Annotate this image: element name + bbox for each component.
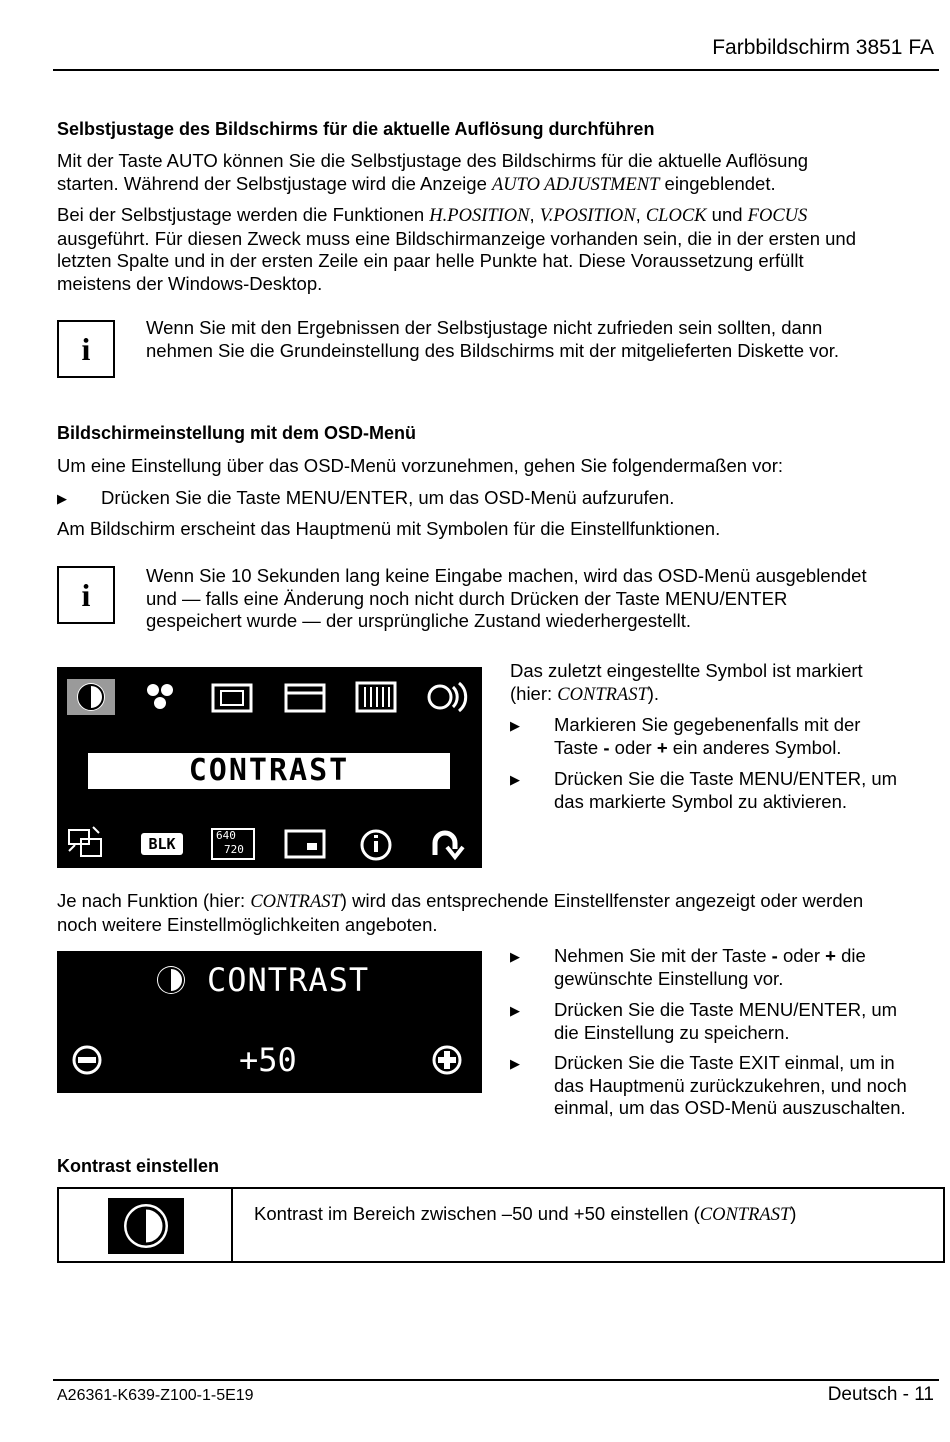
text-span: oder <box>609 736 657 758</box>
text-span: , <box>529 204 540 225</box>
osd-selected-function-label: CONTRAST <box>88 753 450 789</box>
degauss-icon <box>429 683 466 711</box>
contrast-icon <box>67 679 115 715</box>
text-span: Bei der Selbstjustage werden die Funktionen <box>57 204 430 225</box>
section-heading-kontrast: Kontrast einstellen <box>57 1156 220 1176</box>
header-rule <box>53 69 939 71</box>
text-line <box>57 204 937 228</box>
term-contrast: CONTRAST <box>557 684 648 705</box>
text-line <box>57 890 937 914</box>
function-paragraph <box>57 890 937 936</box>
geometry-icon <box>357 683 395 711</box>
text-line: meistens der Windows-Desktop. <box>57 272 323 294</box>
color-icon <box>147 684 173 709</box>
minus-circle-icon <box>74 1047 100 1073</box>
osd-description <box>510 660 930 706</box>
text-line: Wenn Sie mit den Ergebnissen der Selbstjustage nicht zufrieden sein sollten, dann <box>146 317 823 338</box>
text-line <box>510 683 930 707</box>
osd-adjust-title: CONTRAST <box>207 961 370 999</box>
text-line: das markierte Symbol zu aktivieren. <box>554 790 848 812</box>
text-span: ) <box>790 1203 797 1224</box>
kontrast-description <box>254 1203 796 1227</box>
info-icon: i <box>57 566 115 624</box>
bullet-arrow-icon: ▶ <box>510 949 520 964</box>
text-line: Drücken Sie die Taste EXIT einmal, um in <box>554 1052 895 1073</box>
text-line <box>554 737 934 760</box>
section2-bullet-1: Drücken Sie die Taste MENU/ENTER, um das OSD-Menü aufzurufen. <box>101 487 675 508</box>
term-hposition: H.POSITION <box>429 206 530 226</box>
page-header-title: Farbbildschirm 3851 FA <box>712 36 934 59</box>
table-divider <box>231 1189 233 1261</box>
text-line: nehmen Sie die Grundeinstellung des Bildschirms mit der mitgelieferten Diskette vor. <box>146 339 840 361</box>
text-line: Das zuletzt eingestellte Symbol ist markiert <box>510 660 863 681</box>
text-line: noch weitere Einstellmöglichkeiten angeboten. <box>57 913 438 935</box>
section2-paragraph-1: Um eine Einstellung über das OSD-Menü vorzunehmen, gehen Sie folgendermaßen vor: <box>57 455 784 476</box>
text-line: die Einstellung zu speichern. <box>554 1021 790 1043</box>
osd-adjust-window-screenshot <box>57 951 482 1093</box>
info-icon: i <box>57 320 115 378</box>
footer-doc-id: A26361-K639-Z100-1-5E19 <box>57 1387 254 1404</box>
text-span: Je nach Funktion (hier: <box>57 890 251 911</box>
text-line: das Hauptmenü zurückzukehren, und noch <box>554 1074 907 1096</box>
term-contrast: CONTRAST <box>699 1205 791 1225</box>
text-line: einmal, um das OSD-Menü auszuschalten. <box>554 1097 906 1118</box>
footer-rule <box>53 1379 939 1381</box>
text-span: ein anderes Symbol. <box>667 736 842 758</box>
reset-icon <box>435 833 463 857</box>
text-line: Wenn Sie 10 Sekunden lang keine Eingabe machen, wird das OSD-Menü ausgeblendet <box>146 565 867 586</box>
moire-icon <box>69 827 101 856</box>
text-span: ) wird das entsprechende Einstellfenster angezeigt oder werden <box>340 890 864 911</box>
text-line: gespeichert wurde — der ursprüngliche Zustand wiederhergestellt. <box>146 610 692 631</box>
osd-main-menu-screenshot <box>57 667 482 868</box>
contrast-icon <box>108 1198 184 1254</box>
kontrast-table <box>57 1187 945 1263</box>
text-span: die <box>835 945 866 966</box>
section-heading-selbstjustage: Selbstjustage des Bildschirms für die aktuelle Auflösung durchführen <box>57 119 655 139</box>
text-line: ausgeführt. Für diesen Zweck muss eine Bildschirmanzeige vorhanden sein, die in der ersten und <box>57 227 857 249</box>
resolution-icon-text-top: 640 <box>216 829 236 842</box>
text-line: Drücken Sie die Taste MENU/ENTER, um <box>554 768 898 789</box>
text-line <box>554 945 944 968</box>
text-span: starten. Während der Selbstjustage wird die Anzeige <box>57 172 492 194</box>
information-icon <box>362 831 390 859</box>
section-heading-osd-menu: Bildschirmeinstellung mit dem OSD-Menü <box>57 423 417 443</box>
bullet-arrow-icon: ▶ <box>510 1056 520 1071</box>
text-line: letzten Spalte und in der ersten Zeile ein paar helle Punkte hat. Diese Voraussetzung erfüllt <box>57 250 804 271</box>
minus-key: - <box>771 945 778 966</box>
bullet-arrow-icon: ▶ <box>510 718 520 733</box>
osd-position-icon <box>286 831 324 857</box>
adjust-bullet-3 <box>554 1052 946 1120</box>
text-line: Mit der Taste AUTO können Sie die Selbstjustage des Bildschirms für die aktuelle Auflösung <box>57 150 809 171</box>
text-span: (hier: <box>510 682 558 704</box>
text-span: und <box>706 204 748 225</box>
text-span: eingeblendet. <box>659 172 776 194</box>
text-span: Taste <box>554 736 604 758</box>
text-line: Drücken Sie die Taste MENU/ENTER, um <box>554 999 898 1020</box>
term-auto-adjustment: AUTO ADJUSTMENT <box>492 174 660 195</box>
term-focus: FOCUS <box>747 206 808 226</box>
text-line: gewünschte Einstellung vor. <box>554 967 784 989</box>
section2-paragraph-2: Am Bildschirm erscheint das Hauptmenü mit Symbolen für die Einstellfunktionen. <box>57 518 721 539</box>
plus-circle-icon <box>434 1047 460 1073</box>
adjust-bullet-1 <box>554 945 944 990</box>
info-note-2 <box>146 565 936 633</box>
contrast-icon <box>157 966 185 994</box>
plus-key: + <box>825 945 836 966</box>
osd-adjust-value: +50 <box>239 1041 297 1079</box>
term-contrast: CONTRAST <box>250 892 341 912</box>
plus-key: + <box>656 736 668 758</box>
size-icon <box>213 685 251 711</box>
bullet-arrow-icon: ▶ <box>57 491 67 506</box>
bullet-arrow-icon: ▶ <box>510 772 520 787</box>
term-clock: CLOCK <box>645 206 707 226</box>
osd-bullet-2 <box>554 768 934 813</box>
text-line: und — falls eine Änderung noch nicht durch Drücken der Taste MENU/ENTER <box>146 587 788 609</box>
text-line: Markieren Sie gegebenenfalls mit der <box>554 714 861 735</box>
osd-bullet-1 <box>554 714 934 759</box>
info-note-1 <box>146 317 936 362</box>
blk-icon-text: BLK <box>148 835 176 853</box>
section1-paragraph-2 <box>57 204 937 295</box>
term-vposition: V.POSITION <box>539 206 636 226</box>
footer-page-number: Deutsch - 11 <box>827 1384 934 1405</box>
text-span: Kontrast im Bereich zwischen –50 und +50 einstellen ( <box>254 1203 700 1224</box>
adjust-bullet-2 <box>554 999 944 1044</box>
text-span: ). <box>647 682 660 704</box>
position-icon <box>286 685 324 711</box>
section1-paragraph-1 <box>57 150 937 196</box>
text-span: Nehmen Sie mit der Taste <box>554 945 772 966</box>
text-span: , <box>635 204 646 225</box>
resolution-icon-text-bottom: 720 <box>224 843 244 856</box>
minus-key: - <box>603 736 610 758</box>
bullet-arrow-icon: ▶ <box>510 1003 520 1018</box>
text-span: oder <box>777 945 826 966</box>
text-line <box>57 173 937 197</box>
contrast-symbol-graphic <box>108 1198 184 1254</box>
